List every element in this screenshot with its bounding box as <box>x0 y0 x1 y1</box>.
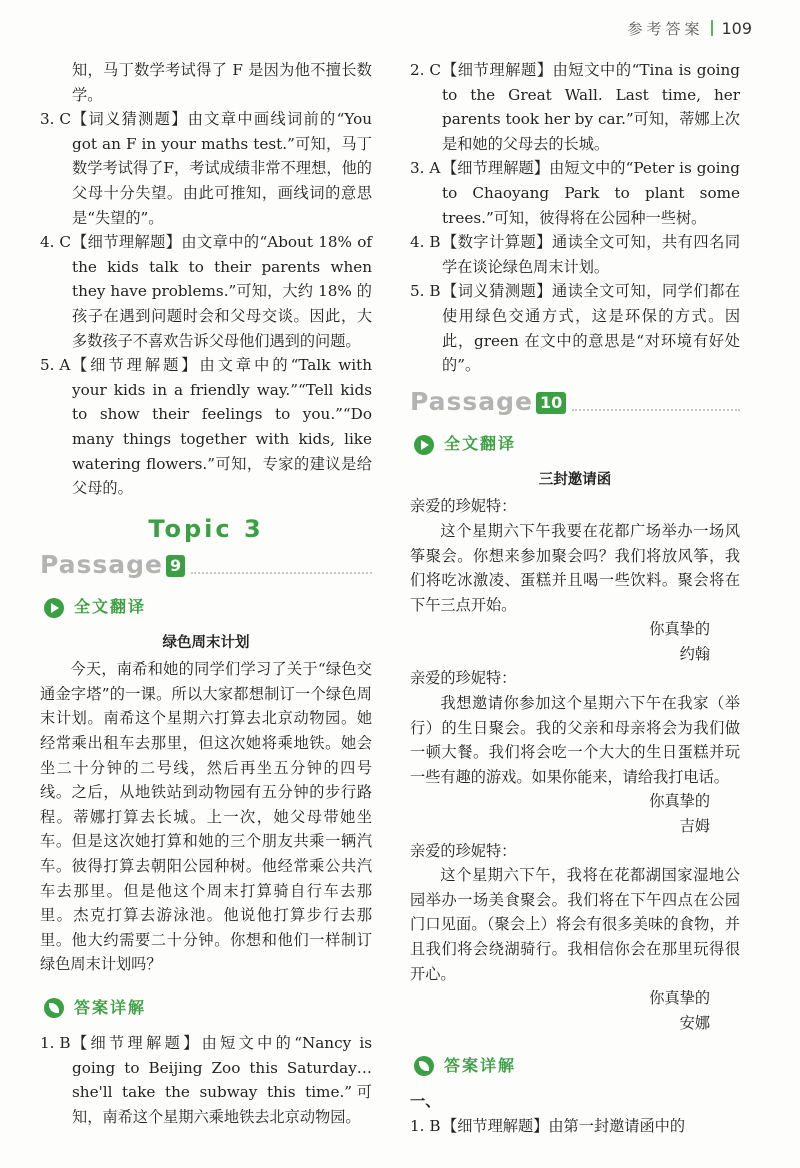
leaf-icon <box>44 998 64 1018</box>
right-column <box>410 58 740 1139</box>
translation-heading <box>44 591 372 625</box>
translation-title: 绿色周末计划 <box>162 634 250 651</box>
answer-item <box>40 1031 372 1129</box>
play-icon <box>414 435 434 455</box>
answer-item <box>410 58 740 156</box>
answer-heading-text: 答案详解 <box>444 1056 517 1076</box>
answer-text: 【细节理解题】由文章中的“Talk with your kids in a friendly way.”“Tell kids to show their feelings to you.”“Do many things together with kids, like watering flowers.”可知，专家的建议是给父母的。 <box>72 356 372 498</box>
answer-label: 1. B <box>410 1116 441 1135</box>
topic-title: Topic 3 <box>148 514 264 543</box>
answer-text: 【细节理解题】由短文中的“Peter is going to Chaoyang Park to plant some trees.”可知，彼得将在公园种一些树。 <box>442 159 740 227</box>
letter-salutation: 亲爱的珍妮特： <box>410 669 517 688</box>
translation-heading-text: 全文翻译 <box>74 597 147 617</box>
letter-body: 这个星期六下午我要在花都广场举办一场风筝聚会。你想来参加聚会吗？我们将放风筝，我们将吃冰激凌、蛋糕并且喝一些饮料。聚会将在下午三点开始。 <box>410 521 740 614</box>
subsection-label: 一、 <box>410 1092 441 1111</box>
left-column <box>40 58 372 1129</box>
translation-title: 三封邀请函 <box>538 471 612 488</box>
answer-label: 1. B <box>40 1034 71 1052</box>
continued-text: 知，马丁数学考试得了 F 是因为他不擅长数学。 <box>72 61 372 104</box>
answer-text: 【细节理解题】由文章中的“About 18% of the kids talk to their parents when they have problems.”可知，大约 18% 的孩子在遇到问题时会和父母交谈。因此，大多数孩子不喜欢告诉父母他们遇到的问题。 <box>72 233 372 350</box>
answer-item <box>410 279 740 377</box>
answer-heading <box>414 1049 740 1083</box>
answer-label: 3. A <box>410 159 441 178</box>
answer-text: 【词义猜测题】通读全文可知，同学们都在使用绿色交通方式，这是环保的方式。因此，green 在文中的意思是“对环境有好处的”。 <box>442 282 740 375</box>
header-divider <box>711 20 713 36</box>
passage-heading <box>40 547 372 585</box>
letter-signature: 安娜 <box>679 1013 710 1032</box>
letter-salutation: 亲爱的珍妮特： <box>410 497 517 516</box>
answer-text: 【词义猜测题】由文章中画线词前的“You got an F in your maths test.”可知，马丁数学考试得了F，考试成绩非常不理想，他的父母十分失望。由此可推知，画线词的意思是“失望的”。 <box>72 110 372 227</box>
answer-label: 5. B <box>410 282 441 301</box>
answer-label: 3. C <box>40 110 71 129</box>
letter-signature: 约翰 <box>679 644 710 663</box>
answer-label: 2. C <box>410 61 441 79</box>
translation-paragraph: 今天，南希和她的同学们学习了关于“绿色交通金字塔”的一课。所以大家都想制订一个绿色周末计划。南希这个星期六打算去北京动物园。她经常乘出租车去那里，但这次她将乘地铁。她会坐二十分钟的二号线，然后再坐五分钟的四号线。之后，从地铁站到动物园有五分钟的步行路程。蒂娜打算去长城。上一次，她父母带她坐车。但是这次她打算和她的三个朋友共乘一辆汽车。彼得打算去朝阳公园种树。他经常乘公共汽车去那里。但是他这个周末打算骑自行车去那里。杰克打算去游泳池。他说他打算步行去那里。他大约需要二十分钟。你想和他们一样制订绿色周末计划吗？ <box>40 660 372 974</box>
answer-item <box>40 107 372 230</box>
page-number: 109 <box>721 18 752 38</box>
answer-item <box>410 230 740 279</box>
letter-closing: 你真挚的 <box>649 792 710 811</box>
answer-label: 4. B <box>410 233 441 252</box>
answer-text: 【细节理解题】由短文中的“Nancy is going to Beijing Zoo this Saturday… she'll take the subway this time.”可知，南希这个星期六乘地铁去北京动物园。 <box>72 1034 372 1126</box>
passage-heading <box>410 384 740 422</box>
passage-word: Passage <box>40 550 164 580</box>
answer-heading-text: 答案详解 <box>74 997 147 1017</box>
letter <box>410 839 740 1036</box>
answer-item <box>410 156 740 230</box>
passage-number: 9 <box>166 555 185 577</box>
dotted-rule <box>191 558 372 574</box>
leaf-icon <box>414 1056 434 1076</box>
letter-salutation: 亲爱的珍妮特： <box>410 841 517 860</box>
dotted-rule <box>572 395 740 411</box>
page-header <box>627 8 752 48</box>
passage-word: Passage <box>410 387 534 417</box>
letter-closing: 你真挚的 <box>649 620 710 639</box>
answer-text: 【细节理解题】由短文中的“Tina is going to the Great Wall. Last time, her parents took her by car.”可知，蒂娜上次是和她的父母去的长城。 <box>442 61 740 153</box>
letter <box>410 666 740 838</box>
answer-label: 4. C <box>40 233 71 252</box>
translation-heading <box>414 428 740 462</box>
answer-heading <box>44 991 372 1025</box>
answer-text: 【细节理解题】由第一封邀请函中的 <box>442 1116 685 1135</box>
answer-text: 【数字计算题】通读全文可知，共有四名同学在谈论绿色周末计划。 <box>442 233 740 276</box>
letter-closing: 你真挚的 <box>649 989 710 1008</box>
letter-signature: 吉姆 <box>679 817 710 836</box>
answer-item <box>40 353 372 501</box>
translation-heading-text: 全文翻译 <box>444 434 517 454</box>
letter-body: 这个星期六下午，我将在花都湖国家湿地公园举办一场美食聚会。我们将在下午四点在公园门口见面。（聚会上）将会有很多美味的食物，并且我们将会绕湖骑行。我相信你会在那里玩得很开心。 <box>410 866 740 983</box>
passage-number: 10 <box>536 392 566 414</box>
answer-label: 5. A <box>40 356 71 375</box>
play-icon <box>44 598 64 618</box>
section-title: 参考答案 <box>627 19 704 38</box>
letter-body: 我想邀请你参加这个星期六下午在我家（举行）的生日聚会。我的父亲和母亲将会为我们做一顿大餐。我们将会吃一个大大的生日蛋糕并玩一些有趣的游戏。如果你能来，请给我打电话。 <box>410 694 740 786</box>
answer-item <box>40 230 372 353</box>
answer-item <box>410 1114 740 1139</box>
letter <box>410 494 740 666</box>
